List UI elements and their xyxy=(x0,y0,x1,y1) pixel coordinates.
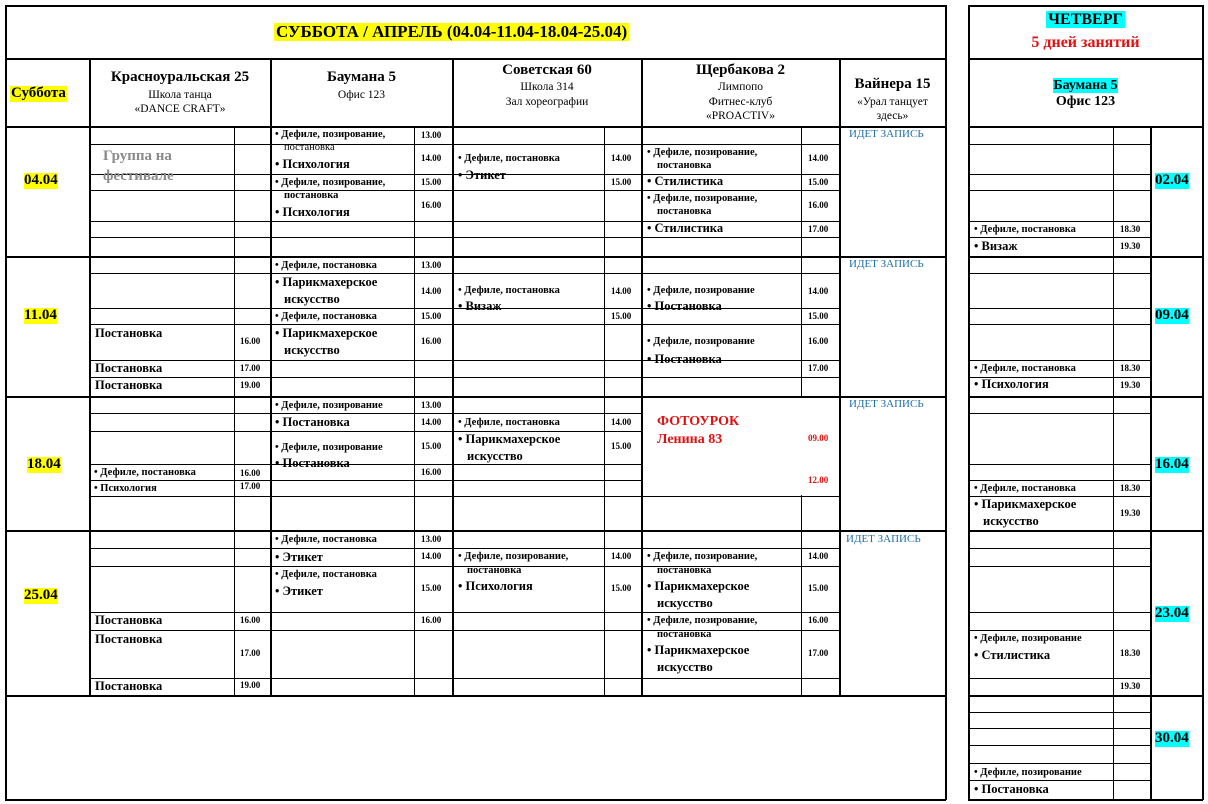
class-time: 19.00 xyxy=(240,680,261,690)
class-entry: • Дефиле, постановка xyxy=(458,153,560,164)
class-time: 19.30 xyxy=(1120,380,1141,390)
venue-name: Щербакова 2 xyxy=(696,62,785,78)
class-entry: искусство xyxy=(657,660,713,674)
class-entry: Постановка xyxy=(95,632,163,646)
class-time: 15.00 xyxy=(808,177,829,187)
class-time: 16.00 xyxy=(808,615,829,625)
venue-line3: «PROACTIV» xyxy=(705,110,775,122)
date-label: 11.04 xyxy=(24,307,57,323)
thursday-date: 02.04 xyxy=(1155,172,1189,188)
class-entry: • Дефиле, постановка xyxy=(275,260,377,271)
class-entry: • Визаж xyxy=(458,299,502,313)
venue-name xyxy=(969,77,1202,94)
class-entry: • Постановка xyxy=(647,352,722,366)
class-entry: • Постановка xyxy=(647,299,722,313)
class-entry: • Дефиле, позирование, xyxy=(275,129,386,140)
thursday-date: 16.04 xyxy=(1155,456,1189,472)
class-time: 15.00 xyxy=(421,311,442,321)
class-entry: • Парикмахерское xyxy=(974,497,1077,511)
thursday-title-text: ЧЕТВЕРГ xyxy=(1048,11,1123,28)
class-entry: • Парикмахерское xyxy=(275,275,378,289)
class-entry: • Дефиле, постановка xyxy=(458,285,560,296)
class-time: 17.00 xyxy=(240,648,261,658)
class-time: 17.00 xyxy=(240,363,261,373)
class-time: 17.00 xyxy=(808,648,829,658)
thursday-date: 30.04 xyxy=(1155,730,1189,746)
class-entry: • Дефиле, позирование, xyxy=(275,177,386,188)
class-time: 16.00 xyxy=(240,615,261,625)
venue-line1: Школа танца xyxy=(148,89,212,101)
class-time: 19.30 xyxy=(1120,508,1141,518)
venue-name: Баумана 5 xyxy=(327,69,396,85)
class-time: 16.00 xyxy=(421,615,442,625)
class-entry: • Психология xyxy=(275,157,350,171)
class-entry: • Дефиле, постановка xyxy=(974,483,1076,494)
class-entry: • Стилистика xyxy=(974,648,1051,662)
class-entry: постановка xyxy=(657,629,712,640)
photo-session-start: 09.00 xyxy=(808,433,829,443)
class-entry: постановка xyxy=(657,565,712,576)
class-entry: • Дефиле, позирование xyxy=(647,285,755,296)
class-time: 14.00 xyxy=(808,286,829,296)
class-entry: • Дефиле, позирование, xyxy=(458,551,569,562)
class-entry: • Дефиле, позирование, xyxy=(647,147,758,158)
venue-name: Вайнера 15 xyxy=(854,76,931,92)
class-time: 15.00 xyxy=(421,441,442,451)
class-time: 15.00 xyxy=(808,311,829,321)
class-entry: • Этикет xyxy=(458,168,506,182)
class-entry: • Дефиле, позирование, xyxy=(647,193,758,204)
class-time: 13.00 xyxy=(421,400,442,410)
class-time: 14.00 xyxy=(611,286,632,296)
class-entry: • Дефиле, позирование xyxy=(275,400,383,411)
venue-line2: здесь» xyxy=(876,110,909,122)
class-entry: искусство xyxy=(284,343,340,357)
venue-line1: Лимпопо xyxy=(717,81,764,93)
class-entry: • Стилистика xyxy=(647,174,724,188)
class-entry: • Дефиле, постановка xyxy=(458,417,560,428)
class-time: 15.00 xyxy=(611,441,632,451)
photo-session-location: Ленина 83 xyxy=(657,432,723,447)
class-time: 14.00 xyxy=(611,153,632,163)
class-entry: искусство xyxy=(284,292,340,306)
class-time: 16.00 xyxy=(808,336,829,346)
class-time: 16.00 xyxy=(240,468,261,478)
venue-line2: Фитнес-клуб xyxy=(708,96,773,108)
class-entry: • Постановка xyxy=(974,782,1049,796)
class-time: 16.00 xyxy=(421,200,442,210)
thursday-date: 09.04 xyxy=(1155,307,1189,323)
class-entry: • Психология xyxy=(458,579,533,593)
class-entry: • Этикет xyxy=(275,584,323,598)
date-label: 18.04 xyxy=(27,456,61,472)
thursday-title xyxy=(969,12,1202,29)
class-entry: постановка xyxy=(284,142,335,153)
class-entry: • Дефиле, позирование xyxy=(974,633,1082,644)
class-time: 16.00 xyxy=(808,200,829,210)
thursday-subtitle: 5 дней занятий xyxy=(1031,34,1140,51)
class-time: 17.00 xyxy=(240,481,261,491)
class-time: 17.00 xyxy=(808,363,829,373)
venue-name: Красноуральская 25 xyxy=(110,69,250,85)
date-label: 04.04 xyxy=(24,172,58,188)
venue-line1: Школа 314 xyxy=(520,81,574,93)
status-enrollment: ИДЕТ ЗАПИСЬ xyxy=(846,533,921,545)
class-entry: Постановка xyxy=(95,378,163,392)
thursday-date: 23.04 xyxy=(1155,605,1189,621)
class-time: 15.00 xyxy=(611,311,632,321)
class-time: 14.00 xyxy=(808,551,829,561)
class-entry: • Дефиле, постановка xyxy=(275,569,377,580)
class-time: 16.00 xyxy=(421,467,442,477)
class-entry: • Стилистика xyxy=(647,221,724,235)
class-entry: • Дефиле, постановка xyxy=(94,467,196,478)
day-label: Суббота xyxy=(11,85,66,101)
class-entry: постановка xyxy=(657,160,712,171)
class-entry: • Психология xyxy=(275,205,350,219)
class-time: 13.00 xyxy=(421,260,442,270)
photo-session-title: ФОТОУРОК xyxy=(657,414,740,429)
class-entry: • Дефиле, позирование, xyxy=(647,615,758,626)
venue-line1: «Урал танцует xyxy=(857,96,928,108)
class-entry: • Парикмахерское xyxy=(275,326,378,340)
class-entry: • Психология xyxy=(974,377,1049,391)
class-time: 16.00 xyxy=(421,336,442,346)
status-enrollment: ИДЕТ ЗАПИСЬ xyxy=(849,128,924,140)
class-entry: постановка xyxy=(657,206,712,217)
class-entry: • Парикмахерское xyxy=(647,643,750,657)
class-time: 15.00 xyxy=(808,583,829,593)
class-entry: • Визаж xyxy=(974,239,1018,253)
class-entry: искусство xyxy=(657,596,713,610)
class-time: 14.00 xyxy=(421,153,442,163)
group-label-1: Группа на xyxy=(103,148,172,164)
group-label-2: фестивале xyxy=(103,168,174,184)
class-time: 13.00 xyxy=(421,130,442,140)
venue-line1: Офис 123 xyxy=(337,89,386,101)
status-enrollment: ИДЕТ ЗАПИСЬ xyxy=(849,258,924,270)
class-time: 19.30 xyxy=(1120,241,1141,251)
venue-name: Советская 60 xyxy=(502,62,592,78)
class-entry: • Этикет xyxy=(275,550,323,564)
class-time: 15.00 xyxy=(611,177,632,187)
class-time: 14.00 xyxy=(611,551,632,561)
class-entry: • Постановка xyxy=(275,456,350,470)
class-time: 16.00 xyxy=(240,336,261,346)
class-time: 15.00 xyxy=(421,583,442,593)
class-time: 19.30 xyxy=(1120,681,1141,691)
photo-session-end: 12.00 xyxy=(808,475,829,485)
class-entry: • Дефиле, постановка xyxy=(974,224,1076,235)
date-label: 25.04 xyxy=(24,587,58,603)
class-entry: Постановка xyxy=(95,679,163,693)
class-entry: Постановка xyxy=(95,326,163,340)
class-entry: искусство xyxy=(467,449,523,463)
class-entry: • Дефиле, постановка xyxy=(275,534,377,545)
class-time: 18.30 xyxy=(1120,483,1141,493)
class-entry: • Психология xyxy=(94,483,157,494)
class-time: 17.00 xyxy=(808,224,829,234)
class-entry: Постановка xyxy=(95,613,163,627)
class-entry: • Парикмахерское xyxy=(647,579,750,593)
class-time: 14.00 xyxy=(421,286,442,296)
venue-line2: Зал хореографии xyxy=(505,96,589,108)
class-time: 19.00 xyxy=(240,380,261,390)
class-entry: • Дефиле, позирование xyxy=(974,767,1082,778)
class-time: 15.00 xyxy=(611,583,632,593)
class-time: 14.00 xyxy=(421,417,442,427)
class-entry: • Постановка xyxy=(275,415,350,429)
class-time: 14.00 xyxy=(611,417,632,427)
class-entry: • Дефиле, постановка xyxy=(974,363,1076,374)
class-entry: постановка xyxy=(284,190,339,201)
status-enrollment: ИДЕТ ЗАПИСЬ xyxy=(849,398,924,410)
class-time: 18.30 xyxy=(1120,363,1141,373)
class-entry: постановка xyxy=(467,565,522,576)
class-entry: искусство xyxy=(983,514,1039,528)
page-title: СУББОТА / АПРЕЛЬ (04.04-11.04-18.04-25.04) xyxy=(276,22,628,41)
class-time: 14.00 xyxy=(808,153,829,163)
class-entry: • Парикмахерское xyxy=(458,432,561,446)
class-entry: • Дефиле, позирование, xyxy=(647,551,758,562)
class-time: 14.00 xyxy=(421,551,442,561)
class-time: 13.00 xyxy=(421,534,442,544)
class-time: 18.30 xyxy=(1120,224,1141,234)
class-entry: • Дефиле, позирование xyxy=(275,442,383,453)
venue-line2: «DANCE CRAFT» xyxy=(134,103,226,115)
class-time: 15.00 xyxy=(421,177,442,187)
class-entry: Постановка xyxy=(95,361,163,375)
venue-office: Офис 123 xyxy=(1055,94,1116,109)
class-entry: • Дефиле, постановка xyxy=(275,311,377,322)
venue-name-text: Баумана 5 xyxy=(1053,78,1118,93)
class-time: 18.30 xyxy=(1120,648,1141,658)
class-entry: • Дефиле, позирование xyxy=(647,336,755,347)
